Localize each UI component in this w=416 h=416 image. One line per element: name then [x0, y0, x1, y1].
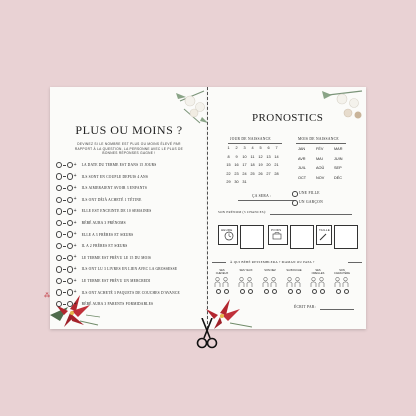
question-row	[56, 207, 152, 215]
month-option[interactable]: JAN	[298, 147, 306, 151]
minus-option-circle[interactable]	[56, 278, 62, 284]
trait-label: SON CARACTÈRE	[334, 269, 350, 275]
minus-icon	[63, 176, 65, 177]
question-row	[56, 300, 153, 308]
plus-icon: +	[73, 277, 77, 284]
month-option[interactable]: AVR	[298, 156, 306, 161]
mom-checkbox[interactable]	[312, 289, 317, 294]
month-option[interactable]: JUIL	[298, 166, 306, 170]
plus-icon: +	[73, 173, 77, 180]
day-option[interactable]: 17	[242, 163, 247, 167]
ruler-icon	[319, 233, 327, 241]
minus-option-circle[interactable]	[56, 162, 62, 168]
question-row	[56, 231, 133, 239]
girl-option: UNE FILLE	[299, 191, 320, 195]
plus-option-circle[interactable]	[67, 162, 73, 168]
plus-option-circle[interactable]	[67, 243, 73, 249]
hour-label: HEURE	[221, 228, 233, 232]
minus-icon	[63, 211, 65, 212]
plus-option-circle[interactable]	[67, 278, 73, 284]
weight-label: POIDS	[271, 228, 282, 232]
day-option[interactable]: 10	[242, 154, 247, 159]
day-option[interactable]: 30	[234, 180, 239, 184]
question-row	[56, 265, 177, 273]
day-option[interactable]: 16	[234, 163, 239, 167]
question-row	[56, 184, 147, 192]
dad-checkbox[interactable]	[344, 289, 349, 294]
day-option[interactable]: 12	[258, 154, 263, 159]
question-row	[56, 161, 156, 169]
day-option[interactable]: 3	[243, 146, 246, 150]
day-option[interactable]: 13	[266, 154, 271, 159]
day-option[interactable]: 7	[275, 146, 278, 150]
dad-figure-icon	[246, 275, 256, 287]
month-option[interactable]: FÉV	[316, 147, 324, 151]
dad-figure-icon	[270, 275, 280, 287]
question-text: LA DATE DU TERME EST DANS 15 JOURS	[81, 163, 157, 167]
written-by-label: ÉCRIT PAR:	[294, 305, 316, 309]
page-title: PLUS OU MOINS ?	[75, 123, 183, 137]
minus-option-circle[interactable]	[56, 220, 62, 226]
minus-option-circle[interactable]	[56, 289, 62, 295]
day-label: JOUR DE NAISSANCE	[230, 137, 271, 141]
dad-figure-icon	[342, 275, 352, 287]
height-label: TAILLE	[319, 228, 330, 232]
minus-option-circle[interactable]	[56, 266, 62, 272]
dad-checkbox[interactable]	[272, 289, 277, 294]
day-option[interactable]: 19	[258, 163, 263, 167]
day-option[interactable]: 6	[267, 146, 270, 150]
cotton-decoration-icon	[318, 87, 366, 127]
plus-icon: +	[73, 300, 77, 307]
day-option[interactable]: 8	[227, 154, 230, 159]
plus-option-circle[interactable]	[67, 197, 73, 203]
plus-icon: +	[73, 161, 77, 168]
month-option[interactable]: JUIN	[334, 156, 343, 161]
dad-figure-icon	[222, 275, 232, 287]
plus-option-circle[interactable]	[67, 231, 73, 237]
minus-option-circle[interactable]	[56, 243, 62, 249]
question-text: LE TERME EST PRÉVU LE 15 DU MOIS	[81, 255, 152, 260]
day-option[interactable]: 27	[266, 171, 271, 176]
plus-icon: +	[73, 219, 77, 226]
day-option[interactable]: 29	[226, 180, 231, 184]
month-option[interactable]: NOV	[316, 175, 325, 180]
month-option[interactable]: OCT	[298, 175, 307, 180]
day-option[interactable]: 5	[259, 146, 262, 150]
minus-icon	[63, 234, 65, 235]
scale-icon	[272, 232, 282, 240]
minus-option-circle[interactable]	[56, 197, 62, 203]
minus-icon	[63, 292, 65, 293]
signature-line[interactable]	[320, 309, 354, 310]
name-answer-line[interactable]	[270, 214, 352, 215]
plus-icon: +	[73, 184, 77, 191]
minus-icon	[63, 304, 65, 305]
plus-icon: +	[73, 242, 77, 249]
right-page	[208, 87, 366, 329]
boy-checkbox[interactable]	[292, 200, 298, 206]
minus-icon	[63, 188, 65, 189]
question-text: ELLE A 3 FRÈRES ET SŒURS	[81, 232, 134, 237]
divider	[296, 143, 346, 144]
minus-icon	[63, 269, 65, 270]
dad-checkbox[interactable]	[296, 289, 301, 294]
day-option[interactable]: 23	[234, 171, 239, 176]
plus-option-circle[interactable]	[67, 185, 73, 191]
minus-option-circle[interactable]	[56, 301, 62, 307]
minus-icon	[63, 200, 65, 201]
question-text: ELLE EST ENCEINTE DE 10 SEMAINES	[81, 209, 152, 214]
minus-option-circle[interactable]	[56, 208, 62, 214]
month-option[interactable]: AOÛ	[316, 166, 325, 170]
question-row	[56, 219, 126, 227]
question-text: ILS ONT ACHETÉ 3 PAQUETS DE COUCHES D'AVANCE	[81, 290, 180, 295]
weight-answer-box[interactable]	[290, 225, 314, 249]
question-row	[56, 277, 150, 285]
trait-label: SA BOUCHE	[286, 269, 302, 272]
scissors-icon	[196, 318, 218, 352]
month-option[interactable]: MAI	[316, 156, 323, 161]
plus-icon: +	[73, 254, 77, 261]
trait-label: SES YEUX	[239, 269, 253, 272]
plus-option-circle[interactable]	[67, 255, 73, 261]
clock-icon	[224, 231, 234, 241]
plus-icon: +	[73, 265, 77, 272]
minus-option-circle[interactable]	[56, 185, 62, 191]
trait-label: SES CHEVEUX	[215, 269, 229, 275]
minus-icon	[63, 281, 65, 282]
resemblance-label: À QUI BÉBÉ RESSEMBLERA ? MAMAN OU PAPA ?	[230, 260, 315, 264]
mom-checkbox[interactable]	[336, 289, 341, 294]
plus-option-circle[interactable]	[67, 220, 73, 226]
hour-answer-box[interactable]	[240, 225, 264, 249]
minus-option-circle[interactable]	[56, 173, 62, 179]
dad-checkbox[interactable]	[248, 289, 253, 294]
trait-label: SES OREILLES	[311, 269, 325, 275]
question-text: ILS SONT EN COUPLE DEPUIS 4 ANS	[81, 174, 149, 179]
month-option[interactable]: DÉC	[334, 175, 343, 180]
month-label: MOIS DE NAISSANCE	[298, 137, 339, 141]
page-title: PRONOSTICS	[252, 112, 324, 124]
minus-option-circle[interactable]	[56, 255, 62, 261]
height-answer-box[interactable]	[334, 225, 358, 249]
month-option[interactable]: SEP	[334, 166, 342, 170]
mom-checkbox[interactable]	[264, 289, 269, 294]
question-text: IL A 2 FRÈRES ET SŒURS	[81, 244, 128, 249]
question-text: ILS ONT DÉJÀ ACHETÉ 1 TÉTINE	[81, 197, 142, 202]
day-option[interactable]: 25	[250, 171, 255, 176]
question-row	[56, 242, 127, 250]
question-row	[56, 173, 148, 181]
plus-option-circle[interactable]	[67, 208, 73, 214]
day-option[interactable]: 24	[242, 171, 247, 176]
day-option[interactable]: 2	[235, 146, 238, 150]
divider	[212, 262, 226, 263]
day-option[interactable]: 18	[250, 163, 255, 167]
berry-icon: ⁂	[44, 293, 50, 299]
plus-option-circle[interactable]	[67, 289, 73, 295]
day-option[interactable]: 9	[235, 154, 238, 159]
boy-option: UN GARÇON	[299, 200, 323, 204]
plus-icon: +	[73, 231, 77, 238]
mom-checkbox[interactable]	[288, 289, 293, 294]
question-row	[56, 196, 141, 204]
day-option[interactable]: 15	[226, 163, 231, 167]
divider	[348, 262, 362, 263]
question-text: ILS AIMERAIENT AVOIR 3 ENFANTS	[81, 186, 148, 191]
plus-option-circle[interactable]	[67, 301, 73, 307]
minus-option-circle[interactable]	[56, 231, 62, 237]
minus-icon	[63, 258, 65, 259]
girl-checkbox[interactable]	[292, 191, 298, 197]
minus-icon	[63, 246, 65, 247]
minus-icon	[63, 223, 65, 224]
plus-icon: +	[73, 196, 77, 203]
plus-option-circle[interactable]	[67, 266, 73, 272]
month-option[interactable]: MAR	[334, 147, 343, 151]
question-text: BÉBÉ AURA 3 PRÉNOMS	[81, 221, 126, 225]
dad-checkbox[interactable]	[320, 289, 325, 294]
day-option[interactable]: 1	[227, 146, 230, 150]
day-option[interactable]: 31	[242, 180, 247, 184]
day-option[interactable]: 14	[274, 154, 279, 159]
left-page	[44, 87, 208, 329]
minus-icon	[63, 165, 65, 166]
sex-label: ÇA SERA :	[252, 194, 272, 198]
day-option[interactable]: 28	[274, 171, 279, 176]
question-text: ILS ONT LU 3 LIVRES EN LIEN AVEC LA GROSSESSE	[81, 267, 178, 272]
question-row	[56, 289, 180, 297]
divider	[238, 200, 294, 201]
day-option[interactable]: 21	[274, 163, 279, 167]
question-text: BÉBÉ AURA 3 PARENTS FORMIDABLES	[81, 302, 154, 307]
day-option[interactable]: 4	[251, 146, 254, 150]
dad-figure-icon	[294, 275, 304, 287]
trait-label: SON NEZ	[264, 269, 276, 272]
question-row	[56, 254, 151, 262]
name-label: SON PRÉNOM (3 CHANCES):	[218, 210, 267, 214]
plus-icon: +	[73, 289, 77, 296]
plus-icon: +	[73, 207, 77, 214]
question-text: LE TERME EST PRÉVU UN MERCREDI	[81, 279, 151, 283]
intro-text: DEVINEZ SI LE NOMBRE EST PLUS OU MOINS ÉLEVÉ PAR RAPPORT À LA QUESTION. LA PERSONNE AVEC LE PLUS DE BONNES RÉPONSES GAGNE !	[74, 142, 184, 156]
day-option[interactable]: 11	[250, 154, 255, 159]
day-option[interactable]: 20	[266, 163, 271, 167]
dad-figure-icon	[318, 275, 328, 287]
day-option[interactable]: 26	[258, 171, 263, 176]
cotton-decoration-icon	[160, 87, 208, 127]
plus-option-circle[interactable]	[67, 173, 73, 179]
day-option[interactable]: 22	[226, 171, 231, 176]
divider	[228, 143, 282, 144]
